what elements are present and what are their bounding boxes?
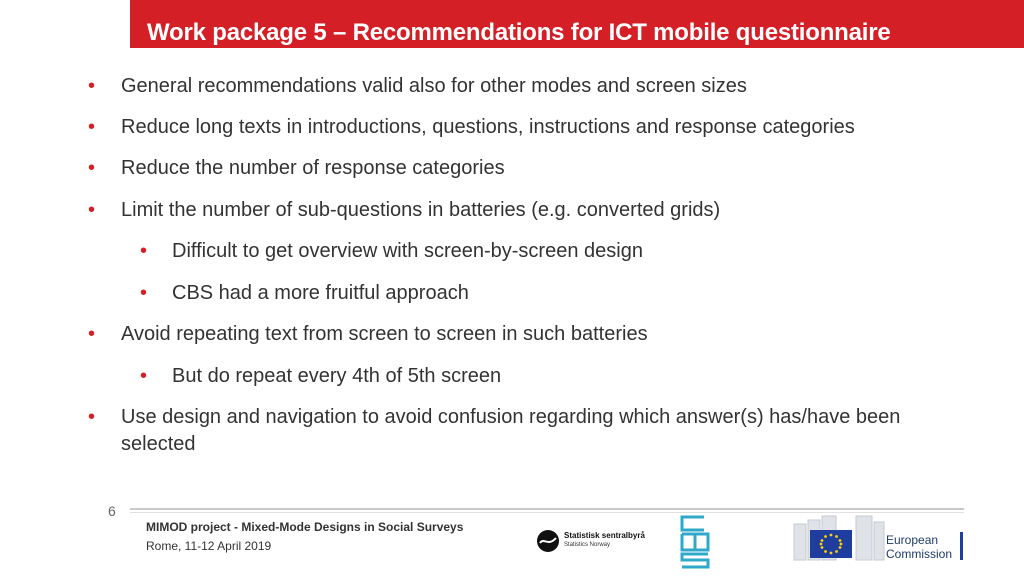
bullet-icon: • (88, 75, 96, 97)
bullet-icon: • (88, 116, 96, 138)
ec-line-1: European (886, 533, 939, 547)
bullet-item (88, 114, 961, 141)
bullet-icon: • (140, 282, 148, 304)
footer-divider (130, 508, 964, 510)
sub-bullet-item (140, 363, 952, 390)
title-bar (130, 0, 1024, 48)
bullet-item (88, 404, 961, 458)
bullet-text: Reduce long texts in introductions, questions, instructions and response categories (121, 116, 855, 138)
bullet-icon: • (88, 406, 96, 428)
cbs-logo-icon (676, 514, 714, 570)
european-commission-label (886, 533, 952, 561)
bullet-text: Reduce the number of response categories (121, 157, 505, 179)
bullet-text: Avoid repeating text from screen to screen in such batteries (121, 323, 648, 345)
bullet-icon: • (88, 323, 96, 345)
sub-bullet-item (140, 280, 952, 307)
bullet-icon: • (140, 240, 148, 262)
page-title: Work package 5 – Recommendations for ICT mobile questionnaire (147, 19, 891, 46)
footer-project: MIMOD project - Mixed-Mode Designs in Social Surveys (146, 520, 464, 534)
bullet-icon: • (88, 199, 96, 221)
sub-bullet-item (140, 238, 952, 265)
bullet-text: But do repeat every 4th of 5th screen (172, 365, 502, 387)
page-number: 6 (108, 503, 116, 519)
bullet-item (88, 197, 961, 224)
bullet-item (88, 155, 961, 182)
ssb-logo-name: Statistisk sentralbyrå (564, 531, 645, 540)
bullet-text: General recommendations valid also for other modes and screen sizes (121, 75, 747, 97)
bullet-text: CBS had a more fruitful approach (172, 282, 469, 304)
ec-line-2: Commission (886, 547, 953, 561)
bullet-item (88, 73, 961, 100)
footer-date: Rome, 11-12 April 2019 (146, 539, 272, 553)
bullet-item (88, 321, 961, 348)
bullet-text: Use design and navigation to avoid confusion regarding which answer(s) has/have been selected (121, 406, 901, 455)
bullet-icon: • (88, 157, 96, 179)
footer-divider (130, 512, 964, 513)
bullet-icon: • (140, 365, 148, 387)
bullet-text: Limit the number of sub-questions in batteries (e.g. converted grids) (121, 199, 721, 221)
bullet-text: Difficult to get overview with screen-by-screen design (172, 240, 643, 262)
ssb-logo-subtitle: Statistics Norway (564, 542, 611, 548)
